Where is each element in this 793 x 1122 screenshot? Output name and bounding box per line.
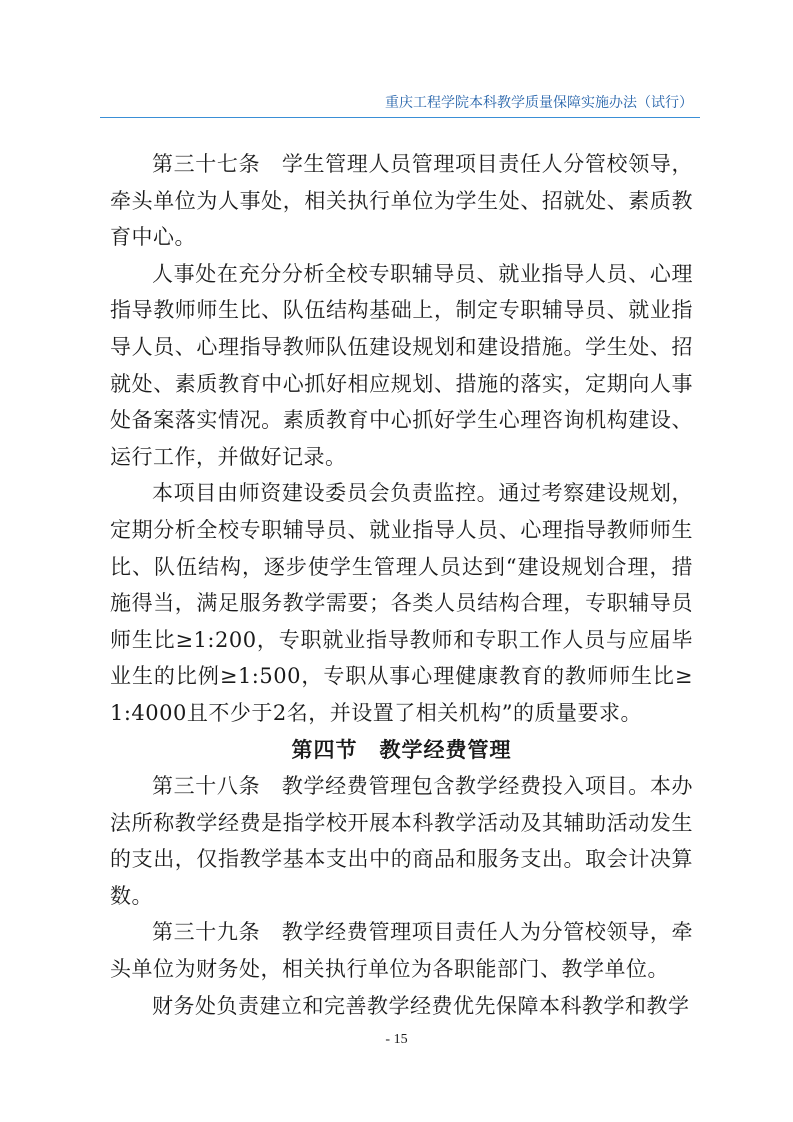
article-39-paragraph: 第三十九条 教学经费管理项目责任人为分管校领导，牵头单位为财务处，相关执行单位为各职能部门、教学单位。 <box>110 920 693 982</box>
header-divider <box>100 117 700 118</box>
article-38-paragraph: 第三十八条 教学经费管理包含教学经费投入项目。本办法所称教学经费是指学校开展本科教学活动及其辅助活动发生的支出，仅指教学基本支出中的商品和服务支出。取会计决算数。 <box>110 774 693 908</box>
article-37-paragraph: 第三十七条 学生管理人员管理项目责任人分管校领导，牵头单位为人事处，相关执行单位为学生处、招就处、素质教育中心。 <box>110 152 693 250</box>
hr-planning-paragraph: 人事处在充分分析全校专职辅导员、就业指导人员、心理指导教师师生比、队伍结构基础上，制定专职辅导员、就业指导人员、心理指导教师队伍建设规划和建设措施。学生处、招就处、素质教育中心抓好相应规划、措施的落实，定期向人事处备案落实情况。素质教育中心抓好学生心理咨询机构建设、运行工作，并做好记录。 <box>110 261 693 469</box>
page-number: - 15 <box>385 1032 408 1047</box>
document-header-title: 重庆工程学院本科教学质量保障实施办法（试行） <box>385 95 693 111</box>
document-body <box>110 146 693 1024</box>
section-heading: 第四节 教学经费管理 <box>291 736 512 762</box>
monitoring-paragraph: 本项目由师资建设委员会负责监控。通过考察建设规划，定期分析全校专职辅导员、就业指导人员、心理指导教师师生比、队伍结构，逐步使学生管理人员达到“建设规划合理，措施得当，满足服务教学需要；各类人员结构合理，专职辅导员师生比≥1:200，专职就业指导教师和专职工作人员与应届毕业生的比例≥1:500，专职从事心理健康教育的教师师生比≥1:4000且不少于2名，并设置了相关机构”的质量要求。 <box>110 481 693 725</box>
finance-paragraph: 财务处负责建立和完善教学经费优先保障本科教学和教学 <box>152 993 690 1018</box>
